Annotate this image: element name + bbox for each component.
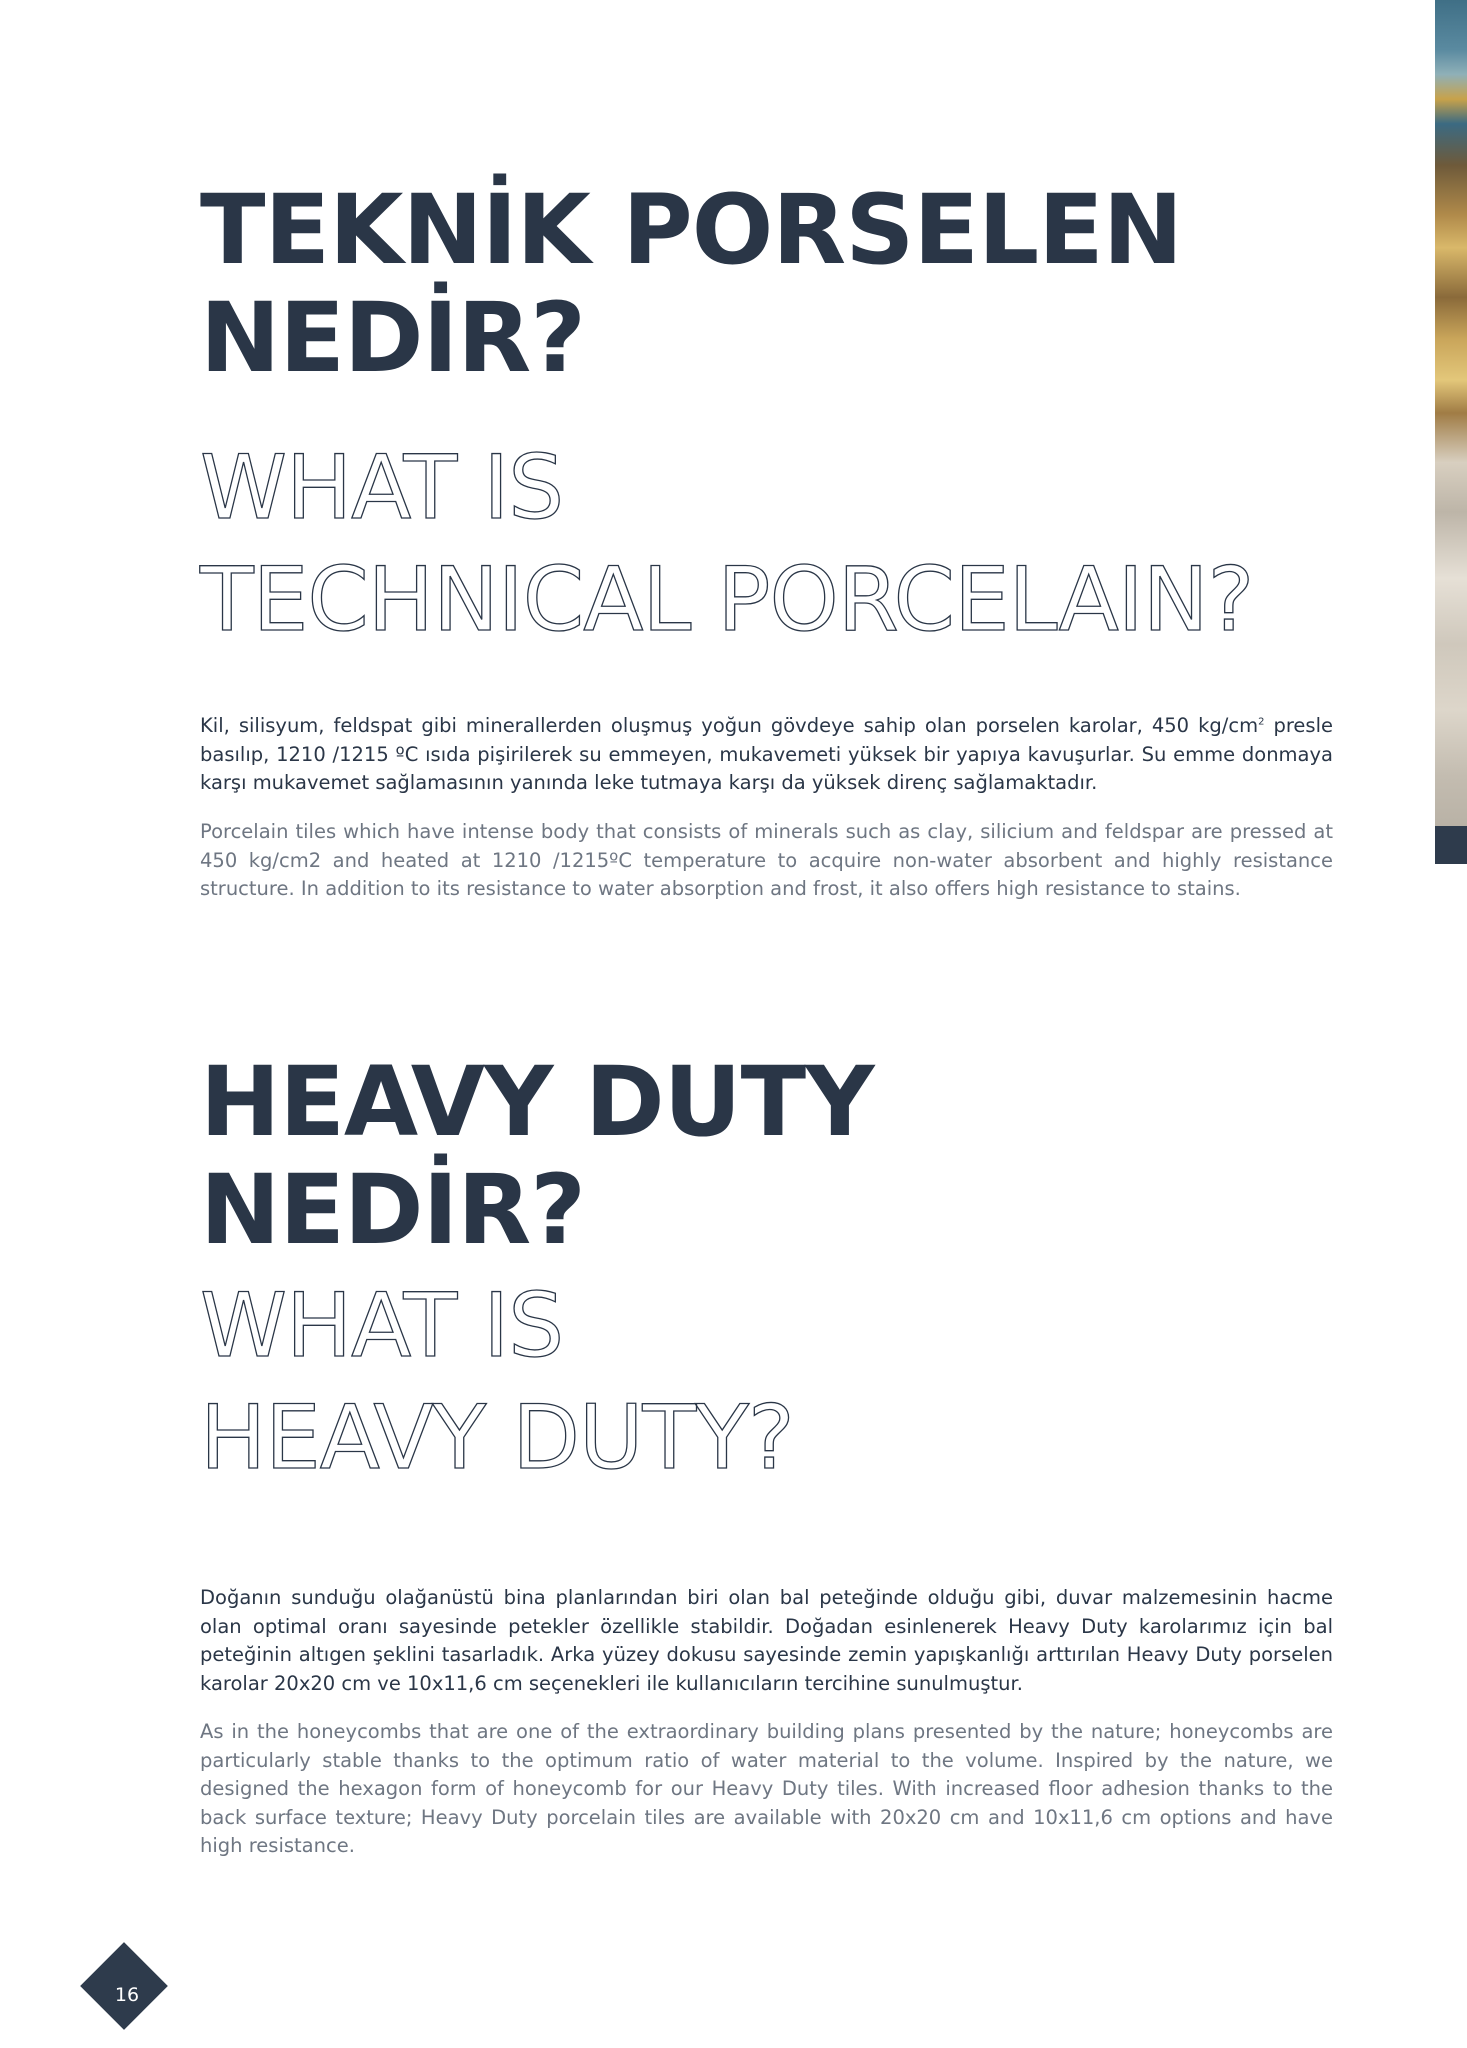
page-number: 16 [114, 1984, 140, 2006]
section1-title-tr [200, 176, 1182, 392]
section1-body-tr [200, 712, 1333, 798]
section2-title-en-line2: HEAVY DUTY? [200, 1386, 794, 1489]
section2-title-en [200, 1270, 794, 1494]
section2-body-en: As in the honeycombs that are one of the extraordinary building plans presented by the nature; honeycombs are particularly stable thanks to the optimum ratio of water material to the volume. Inspired by the nature, we designed the hexagon form of honeycomb for our Heavy Duty tiles. With increased floor adhesion thanks to the back surface texture; Heavy Duty porcelain tiles are available with 20x20 cm and 10x11,6 cm options and have high resistance. [200, 1720, 1333, 1857]
superscript-2: 2 [1258, 716, 1265, 728]
section2-title-en-line1: WHAT IS [200, 1274, 564, 1377]
section1-body-en: Porcelain tiles which have intense body that consists of minerals such as clay, silicium and feldspar are pressed at 450 kg/cm2 and heated at 1210 /1215ºC temperature to acquire non-water absorbent and highly resistance structure. In addition to its resistance to water absorption and frost, it also offers high resistance to stains. [200, 820, 1333, 900]
side-photo-strip [1435, 0, 1467, 826]
section1-body-tr-text: Kil, silisyum, feldspat gibi minerallerden oluşmuş yoğun gövdeye sahip olan porselen karolar, 450 kg/cm [200, 714, 1259, 737]
section2-body-tr: Doğanın sunduğu olağanüstü bina planlarından biri olan bal peteğinde olduğu gibi, duvar malzemesinin hacme olan optimal oranı sayesinde petekler özellikle stabildir. Doğadan esinlenerek Heavy Duty karolarımız için bal peteğinin altıgen şeklini tasarladık. Arka yüzey dokusu sayesinde zemin yapışkanlığı arttırılan Heavy Duty porselen karolar 20x20 cm ve 10x11,6 cm seçenekleri ile kullanıcıların tercihine sunulmuştur. [200, 1586, 1333, 1695]
section2-title-tr-line1: HEAVY DUTY [200, 1046, 874, 1158]
section1-title-en-line1: WHAT IS [200, 436, 564, 539]
section1-body-tr-text-cont: presle basılıp, 1210 /1215 ºC ısıda pişirilerek su emmeyen, mukavemeti yüksek bir yapıya kavuşurlar. Su emme donmaya karşı mukavemet sağlamasının yanında leke tutmaya karşı da yüksek direnç sağlamaktadır. [200, 714, 1333, 794]
section2-title-tr [200, 1048, 874, 1264]
section1-title-tr-line2: NEDİR? [200, 282, 585, 394]
section1-title-en-line2: TECHNICAL PORCELAIN? [200, 548, 1254, 651]
side-photo-band [1435, 826, 1467, 864]
section1-title-en [200, 432, 1253, 656]
section1-title-tr-line1: TEKNİK PORSELEN [200, 174, 1183, 286]
section2-title-tr-line2: NEDİR? [200, 1154, 585, 1266]
